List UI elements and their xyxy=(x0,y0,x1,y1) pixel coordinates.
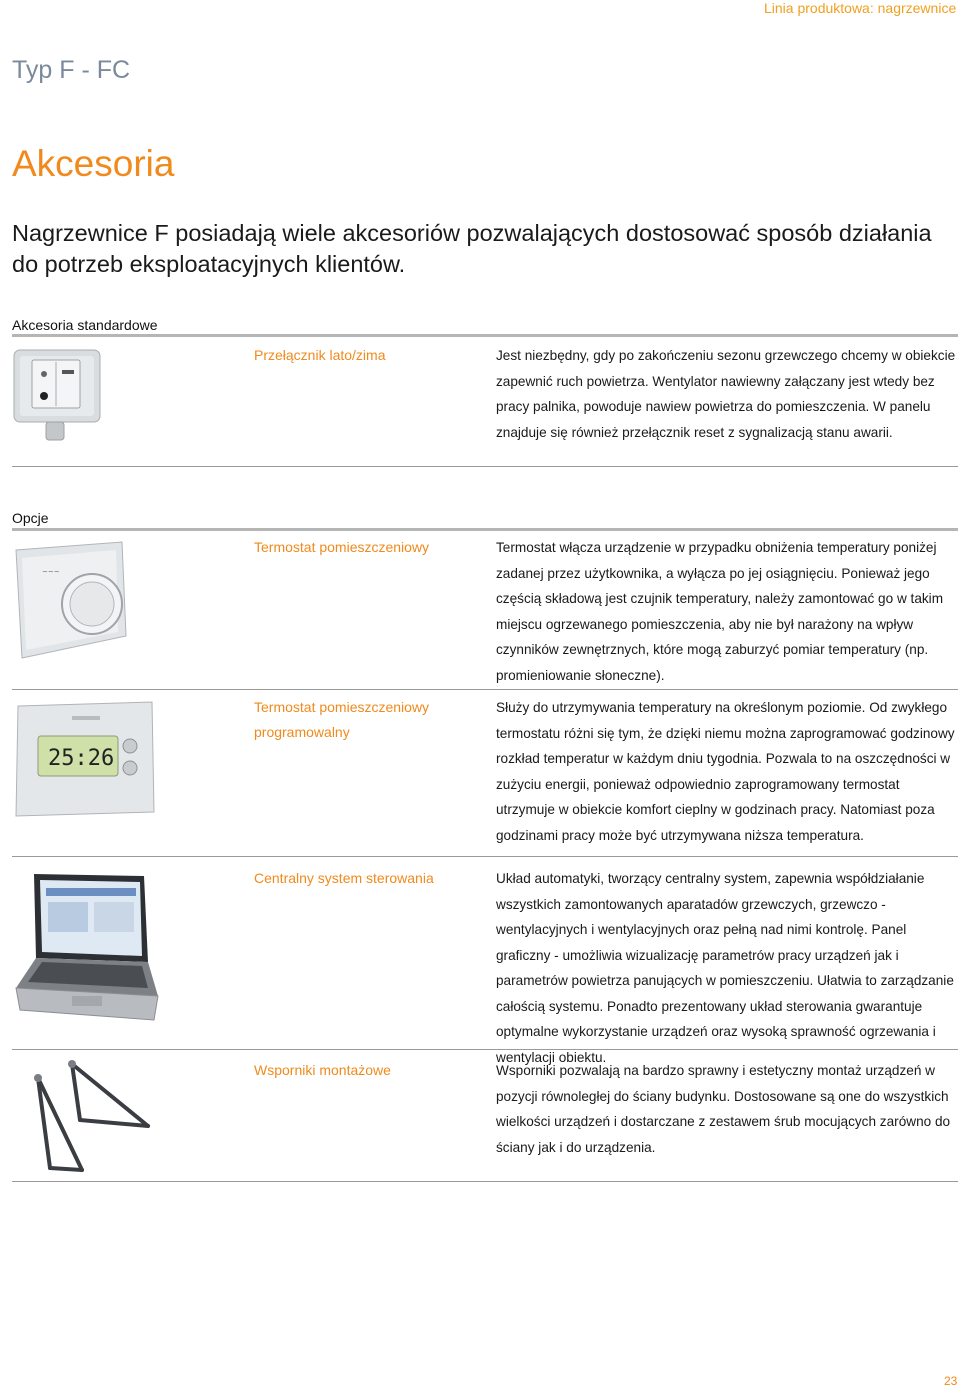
mounting-brackets-image xyxy=(12,1058,160,1178)
option-divider-3 xyxy=(12,1049,958,1050)
options-section-rule xyxy=(12,528,958,531)
intro-text: Nagrzewnice F posiadają wiele akcesoriów pozwalających dostosować sposób działania do potrzeb eksploatacyjnych klientów. xyxy=(12,220,932,277)
option-item-name-4: Wsporniki montażowe xyxy=(254,1062,391,1078)
option-item-name-1: Termostat pomieszczeniowy xyxy=(254,539,430,555)
programmable-thermostat-image xyxy=(12,700,160,818)
option-divider-1 xyxy=(12,689,958,690)
standard-item-description: Jest niezbędny, gdy po zakończeniu sezonu grzewczego chcemy w obiekcie zapewnić ruch powietrza. Wentylator nawiewny załączany jest wtedy bez pracy palnika, powoduje nawiew powietrza do pomieszczenia. W panelu znajduje się również przełącznik reset z sygnalizacją stanu awarii. xyxy=(496,348,956,440)
room-thermostat-image xyxy=(12,540,130,660)
options-section-end-rule xyxy=(12,1181,958,1182)
type-label: Typ F - FC xyxy=(12,56,131,84)
standard-section-title: Akcesoria standardowe xyxy=(12,317,158,333)
option-item-description-3: Układ automatyki, tworzący centralny system, zapewnia współdziałanie wszystkich zamontowanych aparatadów grzewczych, grzewczo - wentylacyjnych i wentylacyjnych oraz pełną nad nimi kontrolę. Panel graficzny - umożliwia wizualizację parametrów pracy urządzeń jak i parametrów powietrza panujących w pomieszczeniu. Ułatwia to zarządzanie całością systemu. Ponadto prezentowany układ sterowania gwarantuje optymalne wykorzystanie urządzeń oraz wysoką sprawność ogrzewania i wentylacji obiektu. xyxy=(496,871,954,1065)
svg-text:~~~: ~~~ xyxy=(42,568,60,576)
option-item-description-2: Służy do utrzymywania temperatury na określonym poziomie. Od zwykłego termostatu różni się tym, że dzięki niemu można zaprogramować godzinowy rozkład temperatur w każdym dniu tygodnia. Pozwala to na oszczędności w zużyciu energii, ponieważ odpowiednio zaprogramowany termostat utrzymuje w obiekcie komfort cieplny w godzinach pracy. Natomiast poza godzinami pracy może być utrzymywana niższa temperatura. xyxy=(496,700,955,843)
thermostat-display-reading: 25:26 xyxy=(48,746,115,771)
option-item-name-2: Termostat pomieszczeniowy programowalny xyxy=(254,699,430,740)
standard-section-end-rule xyxy=(12,466,958,467)
option-item-description-1: Termostat włącza urządzenie w przypadku obniżenia temperatury poniżej zadanej przez użytkownika, a wyłącza po jej osiągnięciu. Ponieważ jego częścią składową jest czujnik temperatury, należy zamontować go w takim miejscu ogrzewanego pomieszczenia, aby nie był narażony na wpływ czynników zewnętrznych, które mogą zaburzyć pomiar temperatury (np. promieniowanie słoneczne). xyxy=(496,540,944,683)
page-number: 23 xyxy=(944,1374,958,1388)
standard-item-name: Przełącznik lato/zima xyxy=(254,347,386,363)
options-section-title: Opcje xyxy=(12,510,49,526)
page-title: Akcesoria xyxy=(12,143,175,184)
standard-section-rule xyxy=(12,334,958,337)
option-item-name-3: Centralny system sterowania xyxy=(254,870,434,886)
product-line-header: Linia produktowa: nagrzewnice xyxy=(764,0,957,16)
option-item-description-4: Wsporniki pozwalają na bardzo sprawny i estetyczny montaż urządzeń w pozycji równoległej do ściany budynku. Dostosowane są one do wszystkich wielkości urządzeń i dostarczane z zestawem śrub mocujących zarówno do ściany jak i do urządzenia. xyxy=(496,1063,951,1155)
laptop-image xyxy=(12,870,162,1030)
option-divider-2 xyxy=(12,856,958,857)
summer-winter-switch-image xyxy=(12,346,104,442)
